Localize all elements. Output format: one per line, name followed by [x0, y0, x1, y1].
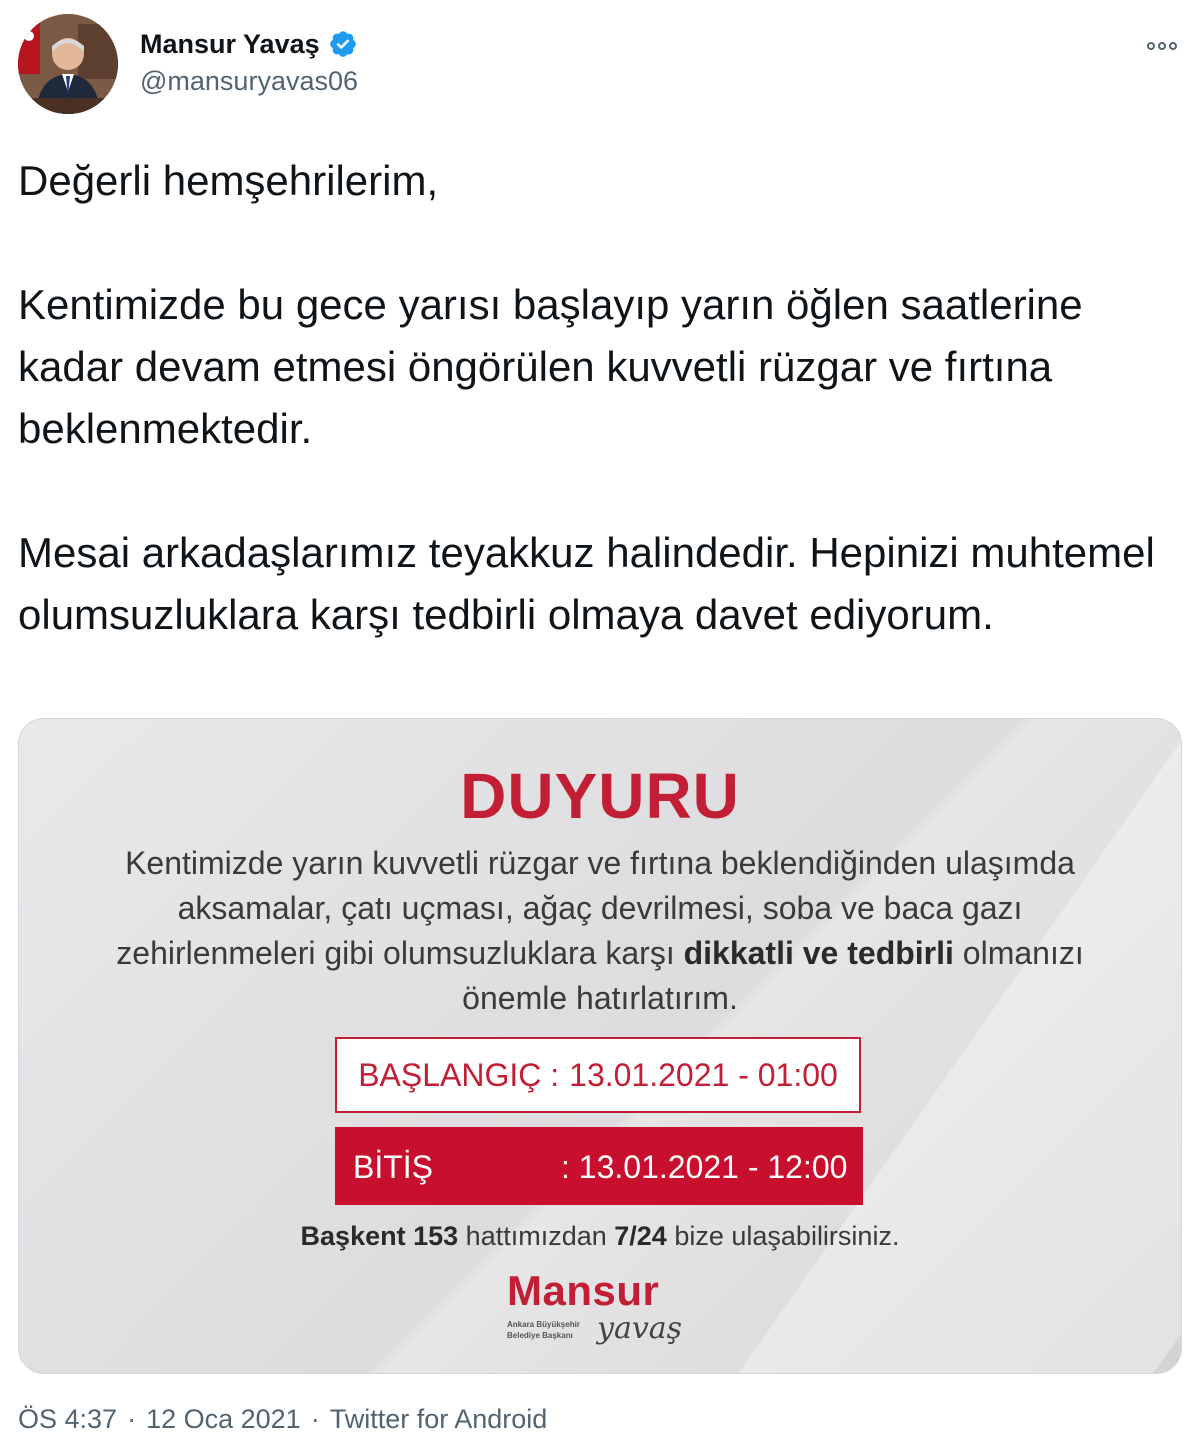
- handle[interactable]: @mansuryavas06: [140, 66, 359, 96]
- contact-text: hattımızdan: [465, 1221, 607, 1251]
- tweet-time[interactable]: ÖS 4:37: [18, 1404, 118, 1434]
- logo-subtitle-line: Belediye Başkanı: [507, 1331, 573, 1340]
- contact-bold: 7/24: [614, 1221, 667, 1251]
- author-info: [140, 28, 358, 97]
- logo-subtitle: [507, 1319, 580, 1341]
- start-label: BAŞLANGIÇ :: [358, 1056, 560, 1093]
- tweet-footer: [18, 1404, 547, 1435]
- end-label: BİTİŞ: [353, 1149, 434, 1185]
- more-dot: [1147, 42, 1155, 50]
- tweet-text: [18, 150, 1168, 646]
- announcement-title: DUYURU: [460, 760, 740, 832]
- announcement-bold-text: dikkatli ve tedbirli: [683, 935, 954, 971]
- more-dot: [1169, 42, 1177, 50]
- announcement-body: [89, 841, 1111, 1021]
- end-time-box: [335, 1127, 863, 1205]
- announcement-text-end: olmanızı önemle hatırlatırım.: [462, 935, 1084, 1016]
- tweet-paragraph: Değerli hemşehrilerim,: [18, 157, 439, 204]
- tweet-source[interactable]: Twitter for Android: [329, 1404, 548, 1434]
- avatar[interactable]: [18, 14, 118, 114]
- tweet-media-image[interactable]: [18, 718, 1182, 1374]
- logo-subtitle-line: Ankara Büyükşehir: [507, 1320, 580, 1329]
- more-dot: [1158, 42, 1166, 50]
- tweet-header: [18, 14, 1182, 114]
- logo-signature: yavaş: [597, 1311, 683, 1346]
- start-time-box: [335, 1037, 861, 1113]
- end-value: : 13.01.2021 - 12:00: [561, 1149, 848, 1185]
- tweet-date[interactable]: 12 Oca 2021: [146, 1404, 301, 1434]
- announcement-text: Kentimizde yarın kuvvetli rüzgar ve fırtına beklendiğinden ulaşımda aksamalar, çatı uçması, ağaç devrilmesi, soba ve baca gazı zehirlenmeleri gibi olumsuzluklara karşı: [116, 845, 1075, 971]
- separator: ·: [127, 1404, 137, 1434]
- contact-line: [19, 1221, 1181, 1252]
- tweet-paragraph: Kentimizde bu gece yarısı başlayıp yarın öğlen saatlerine kadar devam etmesi öngörülen kuvvetli rüzgar ve fırtına beklenmektedir.: [18, 281, 1083, 452]
- verified-badge-icon: [328, 29, 358, 59]
- mansur-yavas-logo: [507, 1267, 697, 1357]
- separator: ·: [310, 1404, 320, 1434]
- tweet-paragraph: Mesai arkadaşlarımız teyakkuz halindedir. Hepinizi muhtemel olumsuzluklara karşı tedbirli olmaya davet ediyorum.: [18, 529, 1155, 638]
- contact-bold: Başkent 153: [300, 1221, 459, 1251]
- logo-main-text: Mansur: [507, 1267, 660, 1314]
- contact-text: bize ulaşabilirsiniz.: [674, 1221, 900, 1251]
- more-options-icon[interactable]: [1142, 34, 1182, 58]
- start-value: 13.01.2021 - 01:00: [569, 1056, 838, 1093]
- display-name[interactable]: Mansur Yavaş: [140, 28, 320, 59]
